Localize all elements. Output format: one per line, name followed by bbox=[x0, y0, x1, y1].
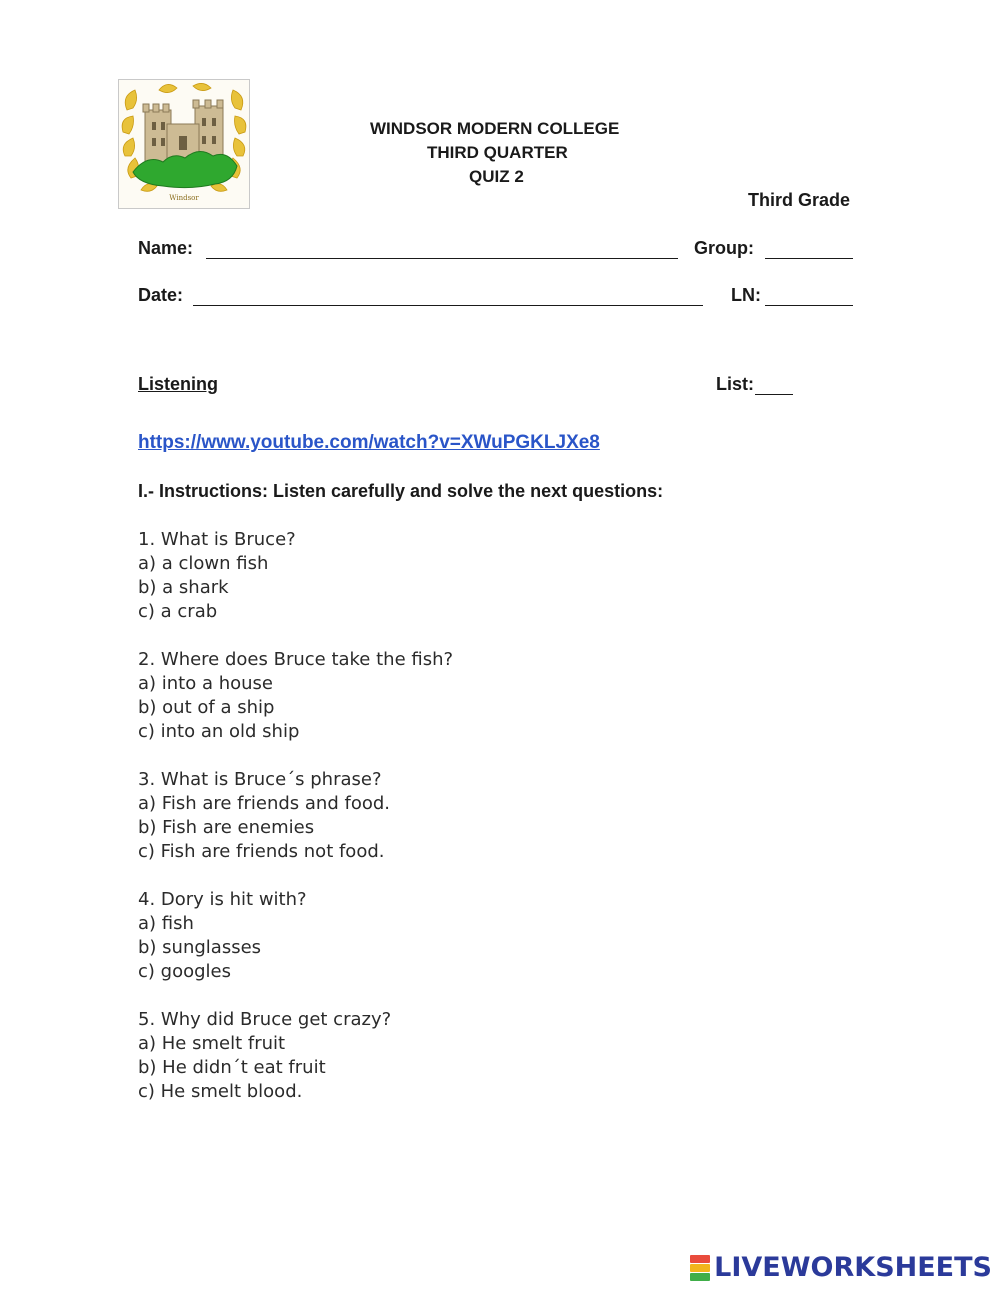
answer-option[interactable]: c) googles bbox=[138, 961, 231, 982]
youtube-link[interactable]: https://www.youtube.com/watch?v=XWuPGKLJXe8 bbox=[138, 432, 600, 453]
question-text: 3. What is Bruce´s phrase? bbox=[138, 769, 382, 790]
answer-option[interactable]: c) He smelt blood. bbox=[138, 1081, 303, 1102]
castle-crest-icon bbox=[119, 80, 249, 208]
question-3 bbox=[138, 768, 390, 864]
question-5 bbox=[138, 1008, 391, 1104]
name-field[interactable] bbox=[206, 258, 678, 259]
ln-field[interactable] bbox=[765, 305, 853, 306]
grade-label: Third Grade bbox=[748, 190, 851, 210]
answer-option[interactable]: b) He didn´t eat fruit bbox=[138, 1057, 326, 1078]
answer-option[interactable]: a) He smelt fruit bbox=[138, 1033, 286, 1054]
question-4 bbox=[138, 888, 307, 984]
answer-option[interactable]: a) a clown fish bbox=[138, 553, 269, 574]
school-logo bbox=[118, 79, 250, 209]
instructions: I.- Instructions: Listen carefully and solve the next questions: bbox=[138, 481, 664, 501]
date-field[interactable] bbox=[193, 305, 703, 306]
answer-option[interactable]: b) out of a ship bbox=[138, 697, 275, 718]
brand-name: LIVEWORKSHEETS bbox=[714, 1252, 992, 1283]
quiz-title: QUIZ 2 bbox=[469, 167, 524, 186]
quarter-title: THIRD QUARTER bbox=[427, 143, 568, 162]
question-text: 4. Dory is hit with? bbox=[138, 889, 307, 910]
answer-option[interactable]: a) fish bbox=[138, 913, 194, 934]
answer-option[interactable]: c) Fish are friends not food. bbox=[138, 841, 385, 862]
ln-label: LN: bbox=[731, 285, 761, 305]
answer-option[interactable]: c) a crab bbox=[138, 601, 218, 622]
group-field[interactable] bbox=[765, 258, 853, 259]
answer-option[interactable]: a) Fish are friends and food. bbox=[138, 793, 390, 814]
question-2 bbox=[138, 648, 453, 744]
list-label: List: bbox=[716, 374, 754, 394]
group-label: Group: bbox=[694, 238, 754, 258]
name-label: Name: bbox=[138, 238, 194, 258]
list-field[interactable] bbox=[755, 394, 793, 395]
answer-option[interactable]: b) a shark bbox=[138, 577, 229, 598]
liveworksheets-icon bbox=[690, 1255, 710, 1281]
answer-option[interactable]: b) sunglasses bbox=[138, 937, 262, 958]
date-label: Date: bbox=[138, 285, 184, 305]
question-text: 5. Why did Bruce get crazy? bbox=[138, 1009, 392, 1030]
answer-option[interactable]: c) into an old ship bbox=[138, 721, 300, 742]
logo-caption: Windsor bbox=[169, 194, 199, 202]
question-1 bbox=[138, 528, 296, 624]
question-text: 2. Where does Bruce take the fish? bbox=[138, 649, 454, 670]
liveworksheets-brand[interactable] bbox=[690, 1252, 992, 1283]
answer-option[interactable]: b) Fish are enemies bbox=[138, 817, 315, 838]
answer-option[interactable]: a) into a house bbox=[138, 673, 274, 694]
school-name: WINDSOR MODERN COLLEGE bbox=[370, 119, 620, 138]
section-title: Listening bbox=[138, 374, 218, 394]
question-text: 1. What is Bruce? bbox=[138, 529, 296, 550]
